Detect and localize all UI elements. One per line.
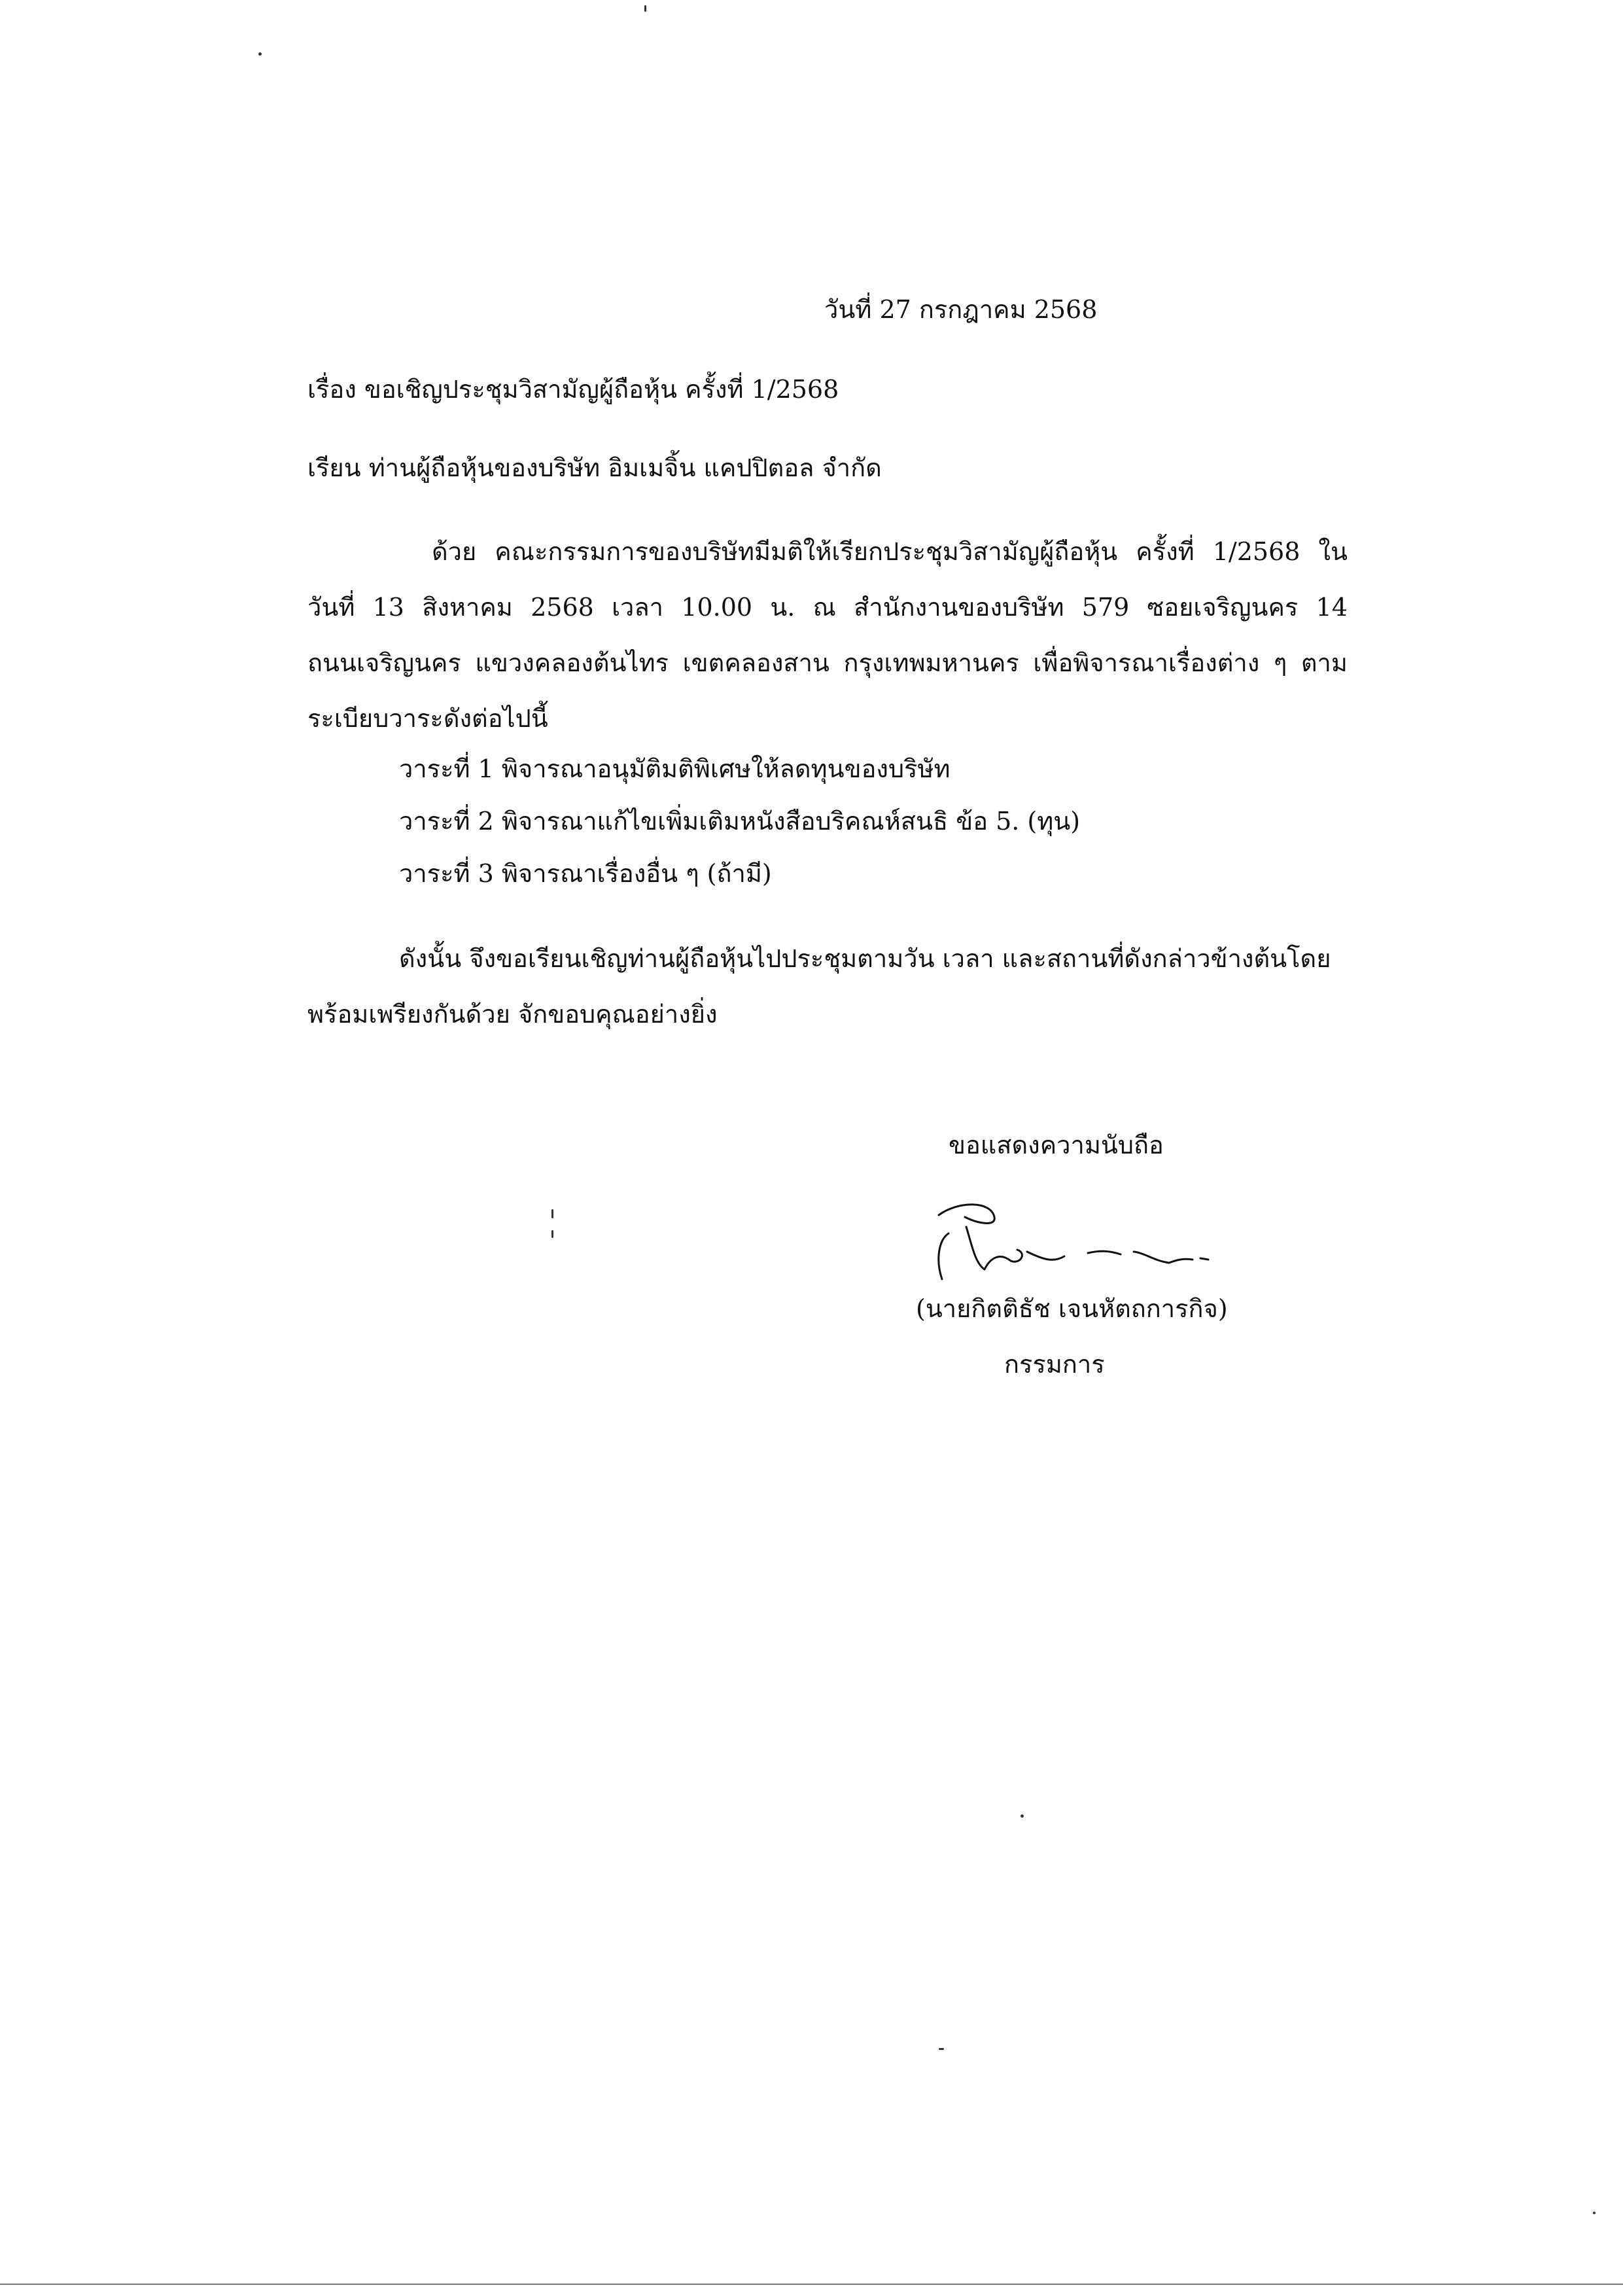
word: เขตคลองสาน xyxy=(682,648,829,677)
letter-date: วันที่ 27 กรกฎาคม 2568 xyxy=(824,295,1098,324)
word: ตาม xyxy=(1300,648,1348,677)
word: 14 xyxy=(1316,593,1348,622)
scan-speck xyxy=(551,1209,553,1218)
scan-edge-rule xyxy=(0,2284,1623,2285)
scan-speck xyxy=(644,5,646,12)
scan-speck xyxy=(1593,2212,1596,2214)
scan-speck xyxy=(551,1230,553,1238)
letter-subject: เรื่อง ขอเชิญประชุมวิสามัญผู้ถือหุ้น ครั้งที่ 1/2568 xyxy=(307,375,839,404)
word: ณ xyxy=(812,593,836,622)
paragraph-1-line-4: ระเบียบวาระดังต่อไปนี้ xyxy=(307,704,548,733)
word: 10.00 xyxy=(681,593,753,622)
paragraph-1-line-2 xyxy=(307,591,1348,624)
word: ด้วย xyxy=(432,537,477,566)
word: ๆ xyxy=(1273,648,1287,677)
paragraph-2-line-2: พร้อมเพรียงกันด้วย จักขอบคุณอย่างยิ่ง xyxy=(307,1000,718,1029)
paragraph-1-line-3 xyxy=(307,646,1348,679)
word: สำนักงานของบริษัท xyxy=(854,593,1064,622)
handwritten-signature xyxy=(913,1188,1227,1286)
word: 579 xyxy=(1081,593,1130,622)
agenda-item: วาระที่ 2 พิจารณาแก้ไขเพิ่มเติมหนังสือบริคณห์สนธิ ข้อ 5. (ทุน) xyxy=(399,807,1081,836)
signatory-title: กรรมการ xyxy=(1004,1350,1105,1379)
word: เพื่อพิจารณาเรื่องต่าง xyxy=(1033,648,1260,677)
word: น. xyxy=(770,593,795,622)
paragraph-2-line-1: ดังนั้น จึงขอเรียนเชิญท่านผู้ถือหุ้นไปประชุมตามวัน เวลา และสถานที่ดังกล่าวข้างต้นโดย xyxy=(399,944,1331,973)
word: 13 xyxy=(372,593,404,622)
word: 1/2568 xyxy=(1212,537,1300,566)
word: ถนนเจริญนคร xyxy=(307,648,461,677)
scan-speck xyxy=(1021,1814,1024,1818)
letter-addressee: เรียน ท่านผู้ถือหุ้นของบริษัท อิมเมจิ้น แคปปิตอล จำกัด xyxy=(307,453,882,482)
scan-speck xyxy=(939,2048,944,2050)
signatory-name: (นายกิตติธัช เจนหัตถการกิจ) xyxy=(916,1294,1228,1323)
paragraph-1-line-1 xyxy=(307,535,1348,568)
word: วันที่ xyxy=(307,593,355,622)
word: 2568 xyxy=(531,593,594,622)
word: สิงหาคม xyxy=(422,593,513,622)
closing-salutation: ขอแสดงความนับถือ xyxy=(949,1131,1164,1159)
agenda-item: วาระที่ 1 พิจารณาอนุมัติมติพิเศษให้ลดทุนของบริษัท xyxy=(399,754,951,783)
word: แขวงคลองต้นไทร xyxy=(475,648,669,677)
word: กรุงเทพมหานคร xyxy=(843,648,1019,677)
word: คณะกรรมการของบริษัทมีมติให้เรียกประชุมวิสามัญผู้ถือหุ้น xyxy=(495,537,1118,566)
agenda-item: วาระที่ 3 พิจารณาเรื่องอื่น ๆ (ถ้ามี) xyxy=(399,859,772,888)
word: ซอยเจริญนคร xyxy=(1147,593,1299,622)
word: ครั้งที่ xyxy=(1136,537,1195,566)
word: เวลา xyxy=(612,593,664,622)
scan-speck xyxy=(258,52,262,56)
word: ใน xyxy=(1318,537,1348,566)
